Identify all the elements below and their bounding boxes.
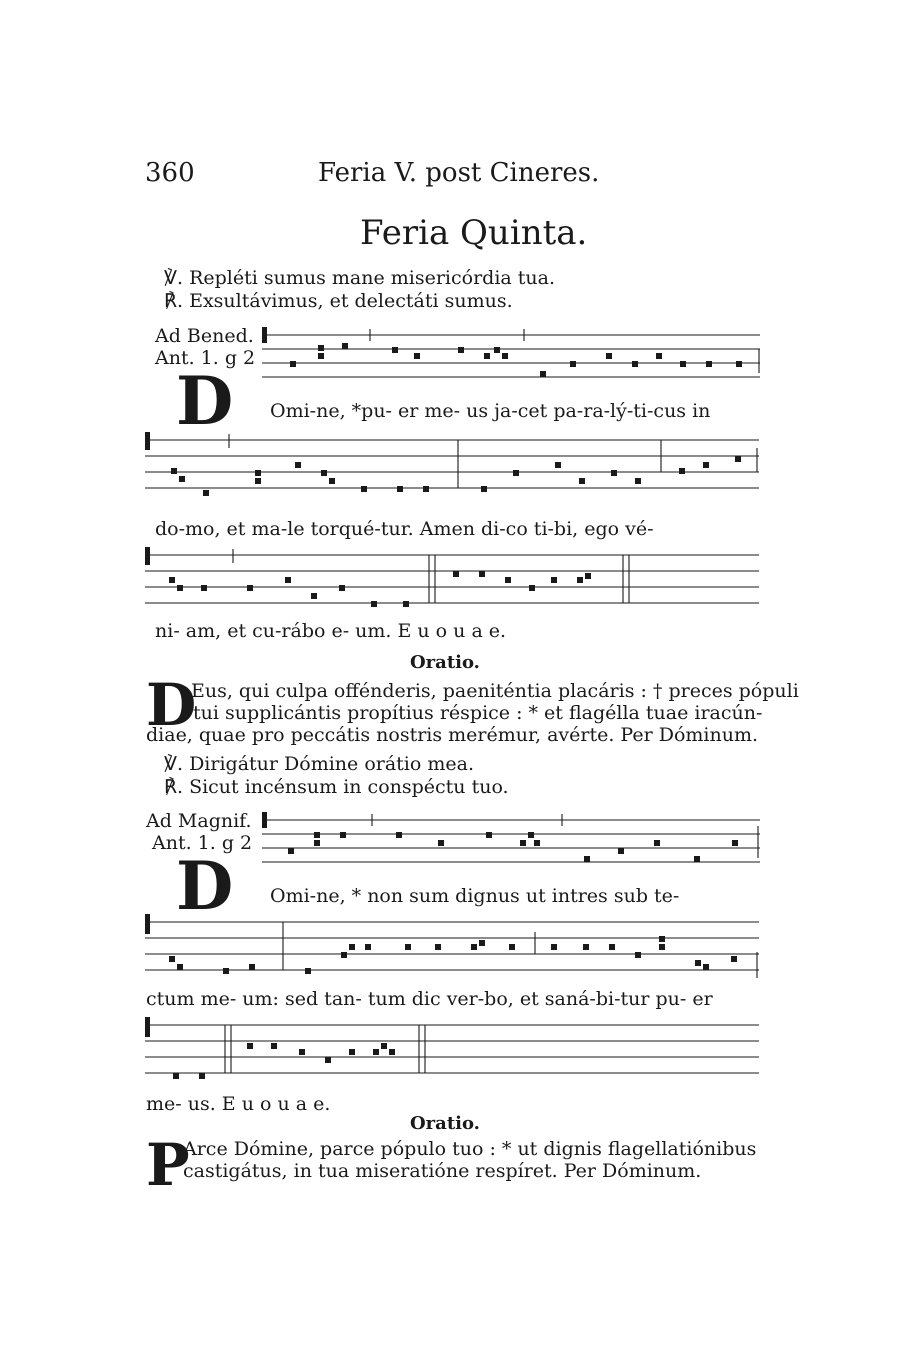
running-title: Feria V. post Cineres. (318, 158, 600, 188)
staff-6 (145, 1015, 765, 1085)
lyrics-line: Omi-ne, *pu- er me- us ja-cet pa-ra-lý-ti-cus in (270, 400, 711, 422)
lyrics-line: Omi-ne, * non sum dignus ut intres sub te- (270, 885, 680, 907)
staff-1 (262, 325, 762, 385)
lyrics-line: ni- am, et cu-rábo e- um. E u o u a e. (155, 620, 507, 642)
drop-initial: P (146, 1131, 190, 1199)
antiphon-label: Ad Magnif. (146, 810, 252, 832)
oratio-heading: Oratio. (410, 1113, 480, 1134)
oratio-line: Arce Dómine, parce pópulo tuo : * ut dignis flagellatiónibus (183, 1138, 757, 1160)
lyrics-line: ctum me- um: sed tan- tum dic ver-bo, et saná-bi-tur pu- er (146, 988, 713, 1010)
drop-initial: D (146, 671, 197, 739)
staff-4 (262, 810, 762, 870)
oratio-heading: Oratio. (410, 652, 480, 673)
response: ℟. Exsultávimus, et delectáti sumus. (164, 290, 513, 312)
antiphon-mode: Ant. 1. g 2 (152, 832, 253, 854)
lyrics-line: me- us. E u o u a e. (146, 1093, 331, 1115)
oratio-line: castigátus, in tua miseratióne respíret. Per Dóminum. (183, 1160, 702, 1182)
oratio-line: tui supplicántis propítius réspice : * et flagélla tuae iracún- (193, 702, 763, 724)
initial-letter: D (176, 847, 234, 925)
versicle: ℣. Repléti sumus mane misericórdia tua. (164, 267, 556, 289)
staff-2 (145, 430, 765, 500)
page-number: 360 (145, 158, 195, 188)
staff-5 (145, 912, 765, 982)
antiphon-mode: Ant. 1. g 2 (155, 347, 256, 369)
page-title: Feria Quinta. (360, 213, 588, 253)
lyrics-line: do-mo, et ma-le torqué-tur. Amen di-co ti-bi, ego vé- (155, 518, 654, 540)
staff-3 (145, 545, 765, 615)
versicle: ℣. Dirigátur Dómine orátio mea. (164, 753, 474, 775)
initial-letter: D (176, 362, 234, 440)
response: ℟. Sicut incénsum in conspéctu tuo. (164, 776, 509, 798)
oratio-line: diae, quae pro peccátis nostris merémur, avérte. Per Dóminum. (146, 724, 759, 746)
antiphon-label: Ad Bened. (155, 325, 254, 347)
oratio-line: Eus, qui culpa offénderis, paeniténtia placáris : † preces pópuli (191, 680, 799, 702)
